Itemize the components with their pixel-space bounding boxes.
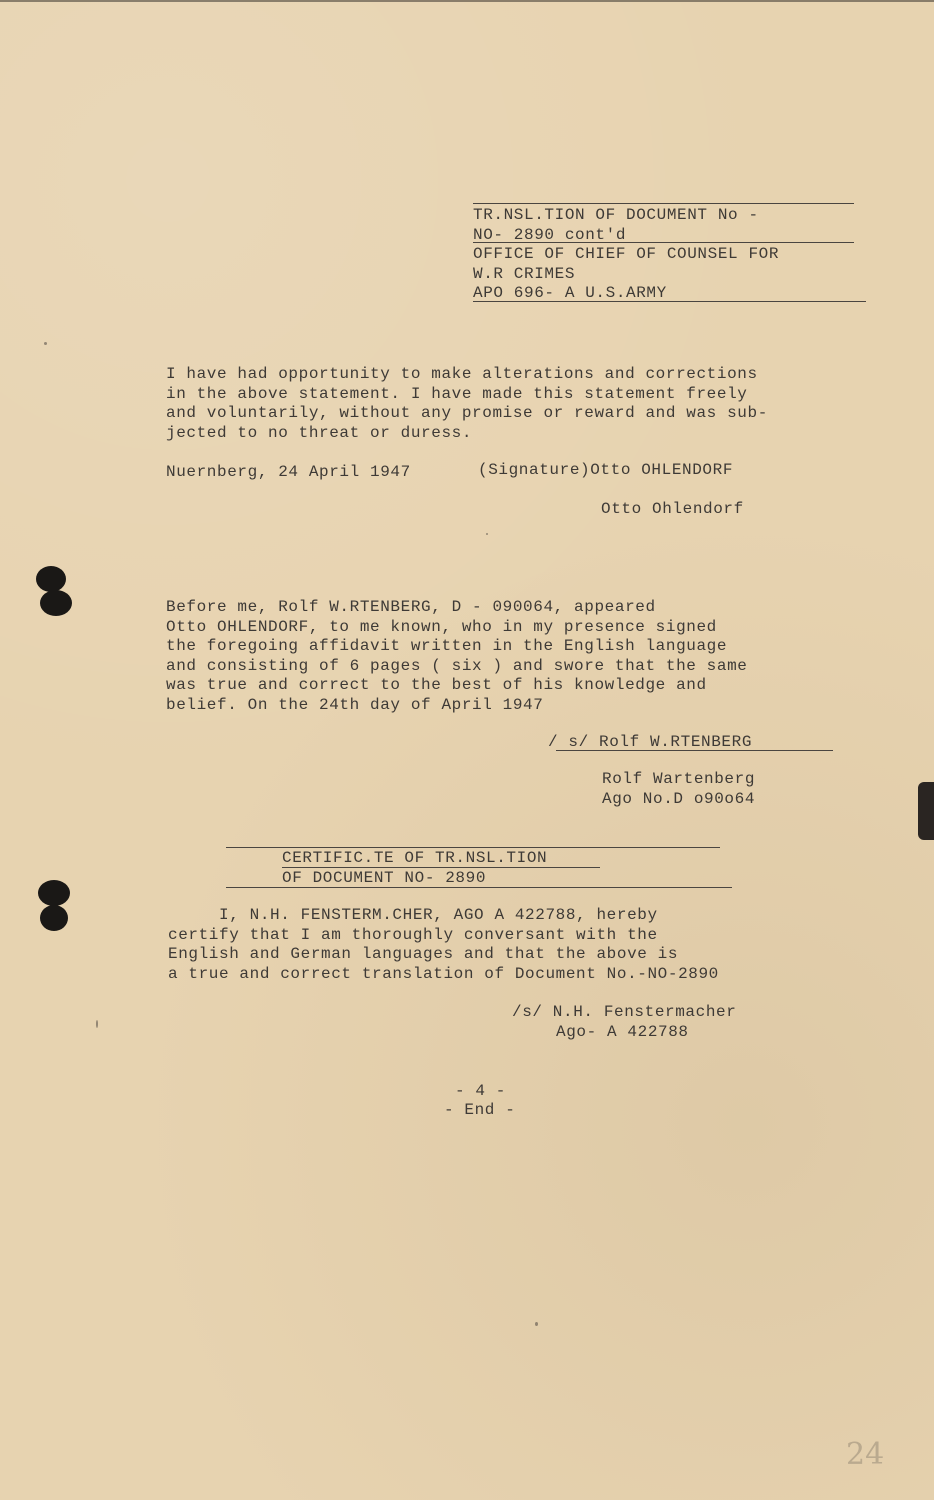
affiant-typed-name: Otto Ohlendorf: [601, 500, 744, 518]
jurat-line-3: the foregoing affidavit written in the English language: [166, 637, 728, 655]
statement-line-4: jected to no threat or duress.: [166, 423, 473, 442]
place-date: Nuernberg, 24 April 1947: [166, 463, 411, 481]
jurat-paragraph: [166, 598, 748, 715]
binder-hole-top-lower: [40, 590, 72, 616]
jurat-line-2: Otto OHLENDORF, to me known, who in my presence signed: [166, 617, 717, 636]
page-number: - 4 -: [455, 1082, 507, 1100]
certificate-line-4: a true and correct translation of Document No.-NO-2890: [168, 964, 719, 983]
page-top-edge: [0, 0, 934, 2]
binder-hole-top: [36, 566, 66, 592]
jurat-name-block: [602, 770, 755, 809]
jurat-line-1: Before me, Rolf W.RTENBERG, D - 090064, appeared: [166, 598, 656, 616]
paper-speck: [486, 533, 488, 535]
certificate-title-2: OF DOCUMENT NO- 2890: [282, 869, 487, 887]
statement-paragraph: [166, 365, 768, 443]
certificate-line-1: I, N.H. FENSTERM.CHER, AGO A 422788, hereby: [168, 906, 658, 924]
header-line-2: NO- 2890 cont'd: [473, 225, 627, 244]
jurat-line-4: and consisting of 6 pages ( six ) and swore that the same: [166, 656, 748, 675]
certificate-rule-mid: [282, 867, 600, 868]
certificate-paragraph: [168, 906, 719, 984]
jurat-signature: / s/ Rolf W.RTENBERG: [548, 733, 753, 751]
certificate-line-3: English and German languages and that the above is: [168, 945, 679, 963]
header-rule-bottom: [473, 301, 866, 302]
header-line-5: APO 696- A U.S.ARMY: [473, 284, 667, 302]
header-rule-top: [473, 203, 854, 204]
statement-line-1: I have had opportunity to make alterations and corrections: [166, 365, 758, 383]
translator-signature: /s/ N.H. Fenstermacher: [512, 1003, 737, 1021]
certificate-line-2: certify that I am thoroughly conversant with the: [168, 925, 658, 944]
binder-hole-bottom: [38, 880, 70, 906]
certificate-rule-top: [226, 847, 720, 848]
end-marker: - End -: [444, 1101, 516, 1119]
certificate-rule-bottom: [226, 887, 732, 888]
header-block: [473, 206, 779, 304]
handwritten-page-note: 24: [846, 1437, 885, 1472]
affiant-signature: (Signature)Otto OHLENDORF: [478, 461, 734, 479]
statement-line-3: and voluntarily, without any promise or reward and was sub-: [166, 404, 768, 422]
jurat-name: Rolf Wartenberg: [602, 770, 756, 788]
translator-ago: Ago- A 422788: [556, 1022, 689, 1041]
header-line-1: TR.NSL.TION OF DOCUMENT No -: [473, 206, 759, 224]
translator-signature-block: [512, 1003, 736, 1042]
certificate-title-1: CERTIFIC.TE OF TR.NSL.TION: [282, 849, 548, 867]
jurat-signature-rule: [556, 750, 833, 751]
binder-hole-bottom-lower: [40, 905, 68, 931]
statement-line-2: in the above statement. I have made this statement freely: [166, 384, 748, 403]
page-edge-tab: [918, 782, 934, 840]
paper-speck: [535, 1322, 538, 1326]
paper-speck: [44, 342, 47, 345]
jurat-line-5: was true and correct to the best of his knowledge and: [166, 676, 707, 694]
header-line-3: OFFICE OF CHIEF OF COUNSEL FOR: [473, 245, 780, 263]
jurat-line-6: belief. On the 24th day of April 1947: [166, 695, 544, 714]
header-rule-2: [473, 242, 854, 243]
paper-speck: [96, 1020, 98, 1028]
jurat-ago: Ago No.D o90o64: [602, 789, 756, 808]
header-line-4: W.R CRIMES: [473, 264, 576, 283]
